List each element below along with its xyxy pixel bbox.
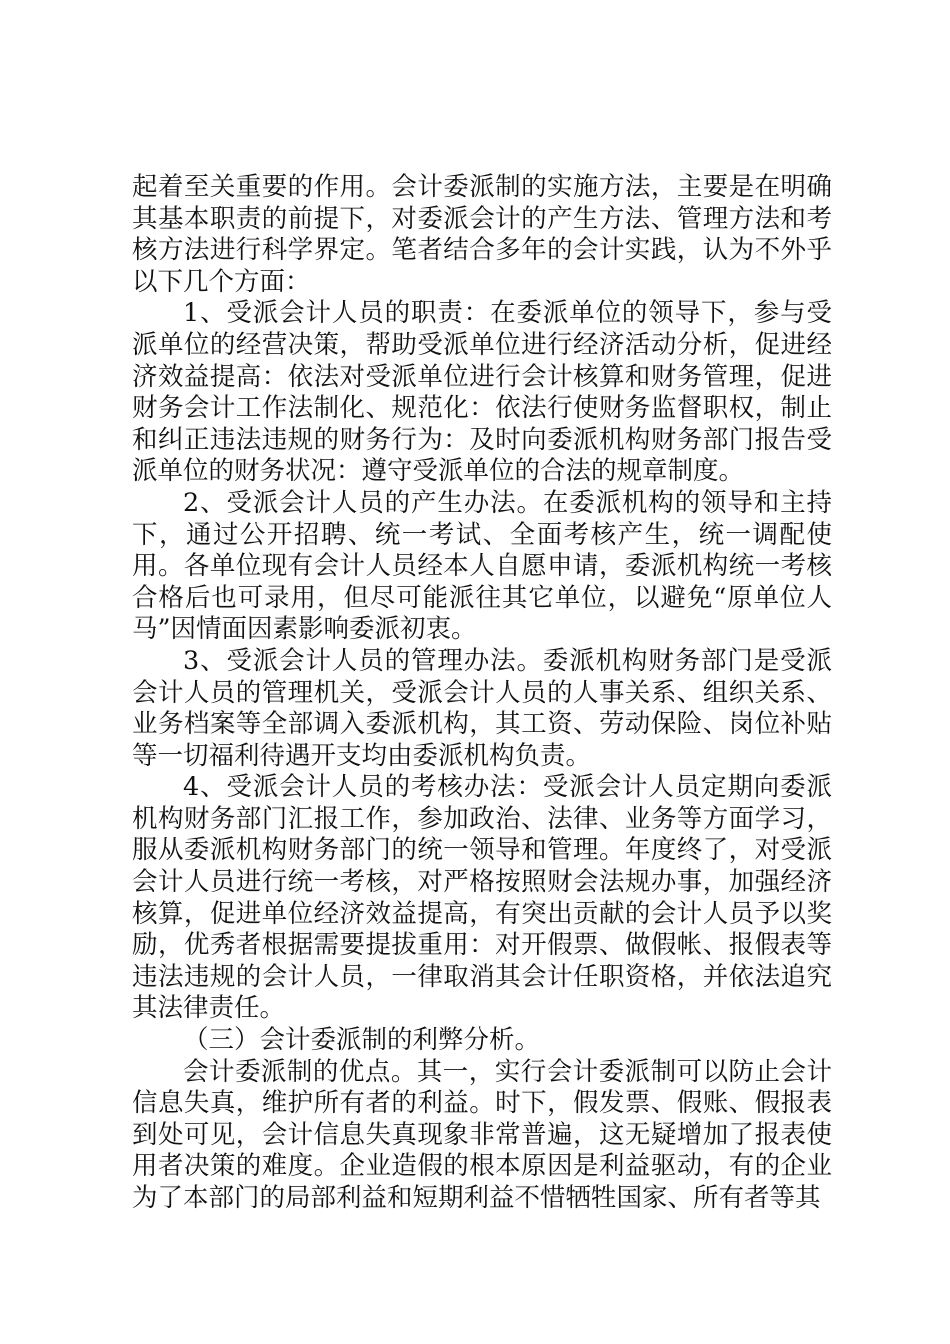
paragraph-selection: 2、受派会计人员的产生办法。在委派机构的领导和主持下，通过公开招聘、统一考试、全面考核产生，统一调配使用。各单位现有会计人员经本人自愿申请，委派机构统一考核合格后也可录用，但尽可能派往其它单位，以避免“原单位人马”因情面因素影响委派初衷。	[132, 487, 832, 645]
paragraph-advantages: 会计委派制的优点。其一，实行会计委派制可以防止会计信息失真，维护所有者的利益。时下，假发票、假账、假报表到处可见，会计信息失真现象非常普遍，这无疑增加了报表使用者决策的难度。企业造假的根本原因是利益驱动，有的企业为了本部门的局部利益和短期利益不惜牺牲国家、所有者等其	[132, 1056, 832, 1213]
paragraph-assessment: 4、受派会计人员的考核办法：受派会计人员定期向委派机构财务部门汇报工作，参加政治、法律、业务等方面学习，服从委派机构财务部门的统一领导和管理。年度终了，对受派会计人员进行统一考核，对严格按照财会法规办事，加强经济核算，促进单位经济效益提高，有突出贡献的会计人员予以奖励，优秀者根据需要提拔重用：对开假票、做假帐、报假表等违法违规的会计人员，一律取消其会计任职资格，并依法追究其法律责任。	[132, 772, 832, 1024]
paragraph-duties: 1、受派会计人员的职责：在委派单位的领导下，参与受派单位的经营决策，帮助受派单位进行经济活动分析，促进经济效益提高：依法对受派单位进行会计核算和财务管理，促进财务会计工作法制化、规范化：依法行使财务监督职权，制止和纠正违法违规的财务行为：及时向委派机构财务部门报告受派单位的财务状况：遵守受派单位的合法的规章制度。	[132, 298, 832, 487]
paragraph-management: 3、受派会计人员的管理办法。委派机构财务部门是受派会计人员的管理机关，受派会计人员的人事关系、组织关系、业务档案等全部调入委派机构，其工资、劳动保险、岗位补贴等一切福利待遇开支均由委派机构负责。	[132, 645, 832, 771]
section-heading: （三）会计委派制的利弊分析。	[183, 1025, 541, 1056]
document-body	[132, 172, 832, 1215]
paragraph-intro: 起着至关重要的作用。会计委派制的实施方法，主要是在明确其基本职责的前提下，对委派会计的产生方法、管理方法和考核方法进行科学界定。笔者结合多年的会计实践，认为不外乎以下几个方面：	[132, 172, 832, 297]
